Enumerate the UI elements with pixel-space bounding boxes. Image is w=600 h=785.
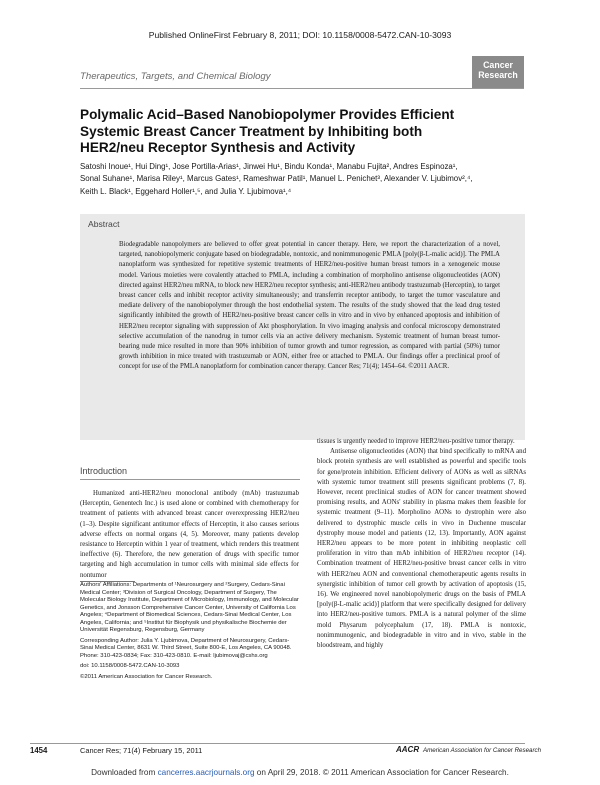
introduction-continuation: tissues is urgently needed to improve HER2/neu-positive tumor therapy. — [317, 438, 515, 445]
footer-citation: Cancer Res; 71(4) February 15, 2011 — [80, 746, 203, 755]
introduction-paragraph-1: Humanized anti-HER2/neu monoclonal antibody (mAb) trastuzumab (Herceptin, Genentech Inc.) is used alone or combined with chemotherapy for treatment of patients with advanced breast cancer overexpressing HER2/neu (1–3). Despite significant antitumor effects of Herceptin, it also causes serious adverse effects on normal organs (4, 5). Moreover, many patients develop resistance to Herceptin within 1 year of treatment, which renders this treatment ineffective (6). Therefore, the new generation of drugs with specific tumor targeting and high accumulation in tumor cells with minimal side effects for nontumor — [80, 490, 299, 579]
aacr-name: American Association for Cancer Research — [423, 747, 542, 754]
copyright-text: ©2011 American Association for Cancer Research. — [80, 673, 213, 680]
footer-divider — [30, 743, 525, 744]
journal-site-link[interactable]: cancerres.aacrjournals.org — [157, 768, 255, 777]
authors-line-3: Keith L. Black¹, Eggehard Holler¹,⁵, and Julia Y. Ljubimova¹,⁴ — [80, 186, 292, 196]
authors-line-2: Sonal Suhane¹, Marisa Riley¹, Marcus Gates¹, Rameshwar Patil¹, Manuel L. Penichet³, Alexander V. Ljubimov²,⁴, — [80, 174, 473, 184]
journal-badge — [472, 56, 524, 88]
journal-badge-line1: Cancer — [483, 60, 513, 70]
introduction-left-column — [80, 489, 299, 581]
top-divider — [80, 88, 524, 89]
aacr-logo: AACR — [396, 745, 420, 754]
download-suffix: on April 29, 2018. © 2011 American Association for Cancer Research. — [254, 768, 509, 777]
corresponding-author: Corresponding Author: Julia Y. Ljubimova, Department of Neurosurgery, Cedars-Sinai Medical Center, 8631 W. Third Street, Suite 800-E, Los Angeles, CA 90048. Phone: 310-423-0834; Fax: 310-423-0810. E-mail: ljubimovaj@cshs.org — [80, 637, 292, 659]
published-online-line: Published OnlineFirst February 8, 2011; DOI: 10.1158/0008-5472.CAN-10-3093 — [148, 30, 452, 40]
introduction-divider — [80, 479, 300, 480]
doi-text: doi: 10.1158/0008-5472.CAN-10-3093 — [80, 663, 180, 669]
introduction-heading: Introduction — [80, 466, 128, 476]
abstract-text: Biodegradable nanopolymers are believed to offer great potential in cancer therapy. Here, we report the characterization of a novel, targeted, nanobiopolymeric conjugate based on biodegradable, nontoxic, and nonimmunogenic PMLA [poly(β-L-malic acid)]. The PMLA nanoplatform was synthesized for repetitive systemic treatments of HER2/neu-positive human breast tumors in a xenogeneic mouse model. Various moieties were covalently attached to PMLA, including a combination of morpholino antisense oligonucleotides (AON) directed against HER2/neu mRNA, to block new HER2/neu receptor synthesis; anti-HER2/neu antibody trastuzumab (Herceptin), to target breast cancer cells and inhibit receptor activity simultaneously; and transferrin receptor antibody, to target the tumor vasculature and mediate delivery of the nanobiopolymer through the host endothelial system. The results of the study showed that the lead drug tested significantly inhibited the growth of HER2/neu-positive breast cancer cells in vitro and in vivo by enhanced apoptosis and inhibition of HER2/neu receptor signaling with suppression of Akt phosphorylation. In vivo imaging analysis and confocal microscopy demonstrated selective accumulation of the nanodrug in tumor cells via an active delivery mechanism. Systemic treatment of human breast tumor-bearing nude mice resulted in more than 90% inhibition of tumor growth and tumor regression, as compared with partial (50%) tumor growth inhibition in mice treated with trastuzumab or AON, either free or attached to PMLA. Our findings offer a preclinical proof of concept for use of the PMLA nanoplatform for combination cancer therapy. Cancer Res; 71(4); 1454–64. ©2011 AACR. — [119, 241, 500, 371]
introduction-paragraph-2: Antisense oligonucleotides (AON) that bind specifically to mRNA and block protein synthesis are well established as powerful and specific tools for gene/protein inhibition. Efficient delivery of AONs as well as siRNAs with systemic tumor treatment still presents significant problems (7, 8). However, recent preclinical studies of AON for cancer treatment showed promising results, and AONs' stability in plasma makes them feasible for systemic treatment (9–11). Morpholino AONs to dystrophin were also delivered to dystrophic muscle cells in vivo in Duchenne muscular dystrophy mouse model and patients (12, 13). Importantly, AON against HER2/neu appears to be more potent in inhibiting neoplastic cell proliferation in vitro than mAb inhibition of HER2/neu receptor (14). Combination treatment of HER2/neu-positive breast cancer cells in vitro with HER2/neu AON and conventional chemotherapeutic agents results in synergistic inhibition of tumor cell growth by activation of apoptosis (15, 16). We engineered novel nanobiopolymeric drugs on the basis of PMLA [poly(β-L-malic acid)] platform that were specifically designed for delivery into HER2/neu-positive tumors. PMLA is a natural polymer of the slime mold Physarum polycephalum (17, 18). PMLA is nontoxic, nonimmunogenic, and biodegradable in vitro and in vivo, stable in the bloodstream, and highly — [317, 448, 526, 650]
abstract-heading: Abstract — [88, 219, 120, 229]
affiliations-block — [80, 582, 299, 684]
author-list — [80, 161, 525, 198]
download-notice — [80, 768, 520, 778]
article-title: Polymalic Acid–Based Nanobiopolymer Provides Efficient Systemic Breast Cancer Treatment by Inhibiting both HER2/neu Receptor Synthesis and Activity — [80, 107, 455, 155]
journal-badge-line2: Research — [478, 70, 518, 80]
authors-line-1: Satoshi Inoue¹, Hui Ding¹, Jose Portilla-Arias¹, Jinwei Hu¹, Bindu Konda¹, Manabu Fujita², Andres Espinoza¹, — [80, 162, 458, 171]
download-prefix: Downloaded from — [91, 768, 158, 777]
section-label: Therapeutics, Targets, and Chemical Biology — [80, 71, 271, 82]
authors-affiliations: Authors' Affiliations: Departments of ¹Neurosurgery and ²Surgery, Cedars-Sinai Medical Center; ³Division of Surgical Oncology, Department of Surgery, The Molecular Biology Institute, Department of Microbiology, Immunology, and Molecular Genetics, and Jonsson Comprehensive Cancer Center, University of California Los Angeles; ⁴Department of Biomedical Sciences, Cedars-Sinai Medical Center, Los Angeles, California; and ⁵Institut für Biophysik und physikalische Biochemie der Universität Regensburg, Regensburg, Germany — [80, 582, 299, 633]
page-number: 1454 — [30, 746, 48, 755]
introduction-right-column — [317, 437, 526, 651]
